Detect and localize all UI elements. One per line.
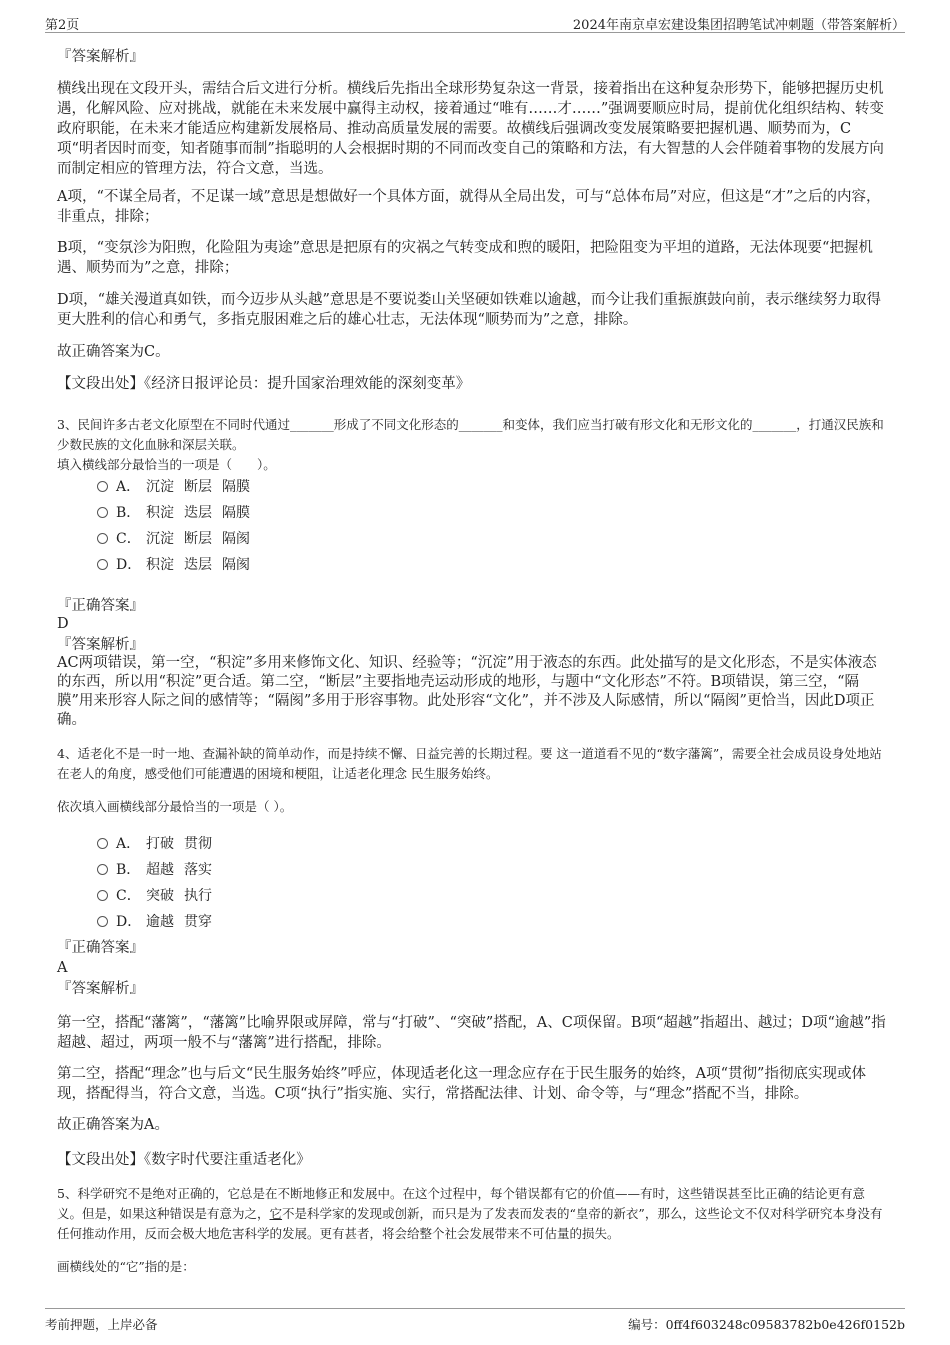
q4-correct-answer: A (57, 960, 68, 976)
q3-option-b[interactable]: B． 积淀 迭层 隔膜 (97, 503, 260, 523)
radio-icon[interactable] (97, 890, 108, 901)
q4-option-d[interactable]: D． 逾越 贯穿 (97, 912, 222, 932)
q2-analysis-option-a: A项，“不谋全局者，不足谋一域”意思是想做好一个具体方面，就得从全局出发，可与“总体布局”对应，但这是“才”之后的内容，非重点，排除； (57, 189, 881, 225)
radio-icon[interactable] (97, 864, 108, 875)
page-number: 第2页 (45, 18, 80, 33)
q4-option-b[interactable]: B． 超越 落实 (97, 860, 222, 880)
q4-analysis-blank-2: 第二空，搭配“理念”也与后文“民生服务始终”呼应，体现适老化这一理念应存在于民生服务的始终，A项“贯彻”指彻底实现或体现，搭配得当，符合文意，当选。C项“执行”指实施、实行，常搭配法律、计划、命令等，与“理念”搭配不当，排除。 (57, 1066, 866, 1102)
q2-conclusion: 故正确答案为C。 (57, 344, 170, 360)
document-title: 2024年南京卓宏建设集团招聘笔试冲刺题（带答案解析） (572, 18, 905, 33)
q4-correct-label: 『正确答案』 (57, 940, 144, 956)
q3-option-c[interactable]: C． 沉淀 断层 隔阂 (97, 529, 260, 549)
q5-underlined-word: 它 (269, 1206, 283, 1221)
q4-analysis-label: 『答案解析』 (57, 981, 144, 997)
q3-stem: 3、民间许多古老文化原型在不同时代通过_______形成了不同文化形态的_______和变体，我们应当打破有形文化和无形文化的_______，打通汉民族和少数民族的文化血脉和深层关联。 (57, 417, 884, 452)
q4-prompt: 依次填入画横线部分最恰当的一项是（ ）。 (57, 799, 293, 814)
q3-option-a[interactable]: A． 沉淀 断层 隔膜 (97, 477, 260, 497)
page-footer (45, 1308, 905, 1331)
q4-source: 【文段出处】《数字时代要注重适老化》 (57, 1152, 311, 1168)
q2-analysis-paragraph: 横线出现在文段开头，需结合后文进行分析。横线后先指出全球形势复杂这一背景，接着指出在这种复杂形势下，能够把握历史机遇，化解风险、应对挑战，就能在未来发展中赢得主动权，接着通过“唯有……才……”强调要顺应时局，提前优化组织结构、转变政府职能，在未来才能适应构建新发展格局、推动高质量发展的需要。故横线后强调改变发展策略要把握机遇、顺势而为，C项“明者因时而变，知者随事而制”指聪明的人会根据时期的不同而改变自己的策略和方法，有大智慧的人会伴随着事物的发展方向而制定相应的管理方法，符合文意，当选。 (57, 81, 884, 177)
q4-stem: 4、适老化不是一时一地、查漏补缺的简单动作，而是持续不懈、日益完善的长期过程。要 这一道道看不见的“数字藩篱”，需要全社会成员设身处地站在老人的角度，感受他们可能遭遇的困境和梗阻，让适老化理念 民生服务始终。 (57, 746, 882, 781)
radio-icon[interactable] (97, 481, 108, 492)
q5-stem: 5、科学研究不是绝对正确的，它总是在不断地修正和发展中。在这个过程中，每个错误都有它的价值——有时，这些错误甚至比正确的结论更有意义。但是，如果这种错误是有意为之，它不是科学家的发现或创新，而只是为了发表而发表的“皇帝的新衣”，那么，这些论文不仅对科学研究本身没有任何推动作用，反而会极大地危害科学的发展。更有甚者，将会给整个社会发展带来不可估量的损失。 (57, 1186, 883, 1241)
q4-option-a[interactable]: A． 打破 贯彻 (97, 834, 222, 854)
q2-analysis-option-b: B项，“变氛沴为阳煦，化险阻为夷途”意思是把原有的灾祸之气转变成和煦的暖阳，把险阻变为平坦的道路，无法体现要“把握机遇、顺势而为”之意，排除； (57, 240, 873, 276)
radio-icon[interactable] (97, 507, 108, 518)
q3-analysis: AC两项错误，第一空，“积淀”多用来修饰文化、知识、经验等；“沉淀”用于液态的东西。此处描写的是文化形态，不是实体液态的东西，所以用“积淀”更合适。第二空，“断层”主要指地壳运动形成的地形，与题中“文化形态”不符。B项错误，第三空，“隔膜”用来形容人际之间的感情等；“隔阂”多用于形容事物。此处形容“文化”，并不涉及人际感情，所以“隔阂”更恰当，因此D项正确。 (57, 655, 877, 728)
q3-prompt: 填入横线部分最恰当的一项是（ ）。 (57, 457, 276, 472)
radio-icon[interactable] (97, 916, 108, 927)
q2-analysis-option-d: D项，“雄关漫道真如铁，而今迈步从头越”意思是不要说娄山关坚硬如铁难以逾越，而今让我们重振旗鼓向前，表示继续努力取得更大胜利的信心和勇气，多指克服困难之后的雄心壮志，无法体现“顺势而为”之意，排除。 (57, 292, 881, 328)
q3-correct-label: 『正确答案』 (57, 598, 144, 614)
q2-source: 【文段出处】《经济日报评论员：提升国家治理效能的深刻变革》 (57, 376, 471, 392)
document-serial-number: 编号：0ff4f603248c09583782b0e426f0152b (628, 1317, 905, 1332)
q3-analysis-label: 『答案解析』 (57, 637, 144, 653)
q3-option-d[interactable]: D． 积淀 迭层 隔阂 (97, 555, 260, 575)
radio-icon[interactable] (97, 838, 108, 849)
radio-icon[interactable] (97, 533, 108, 544)
radio-icon[interactable] (97, 559, 108, 570)
q3-correct-answer: D (57, 616, 69, 632)
page-header (45, 10, 905, 33)
q4-analysis-blank-1: 第一空，搭配“藩篱”，“藩篱”比喻界限或屏障，常与“打破”、“突破”搭配，A、C项保留。B项“超越”指超出、越过；D项“逾越”指超越、超过，两项一般不与“藩篱”进行搭配，排除。 (57, 1015, 886, 1051)
footer-slogan: 考前押题，上岸必备 (45, 1317, 158, 1332)
q4-conclusion: 故正确答案为A。 (57, 1117, 169, 1133)
q2-analysis-label: 『答案解析』 (57, 49, 144, 65)
q5-prompt: 画横线处的“它”指的是： (57, 1259, 195, 1274)
q4-option-c[interactable]: C． 突破 执行 (97, 886, 222, 906)
